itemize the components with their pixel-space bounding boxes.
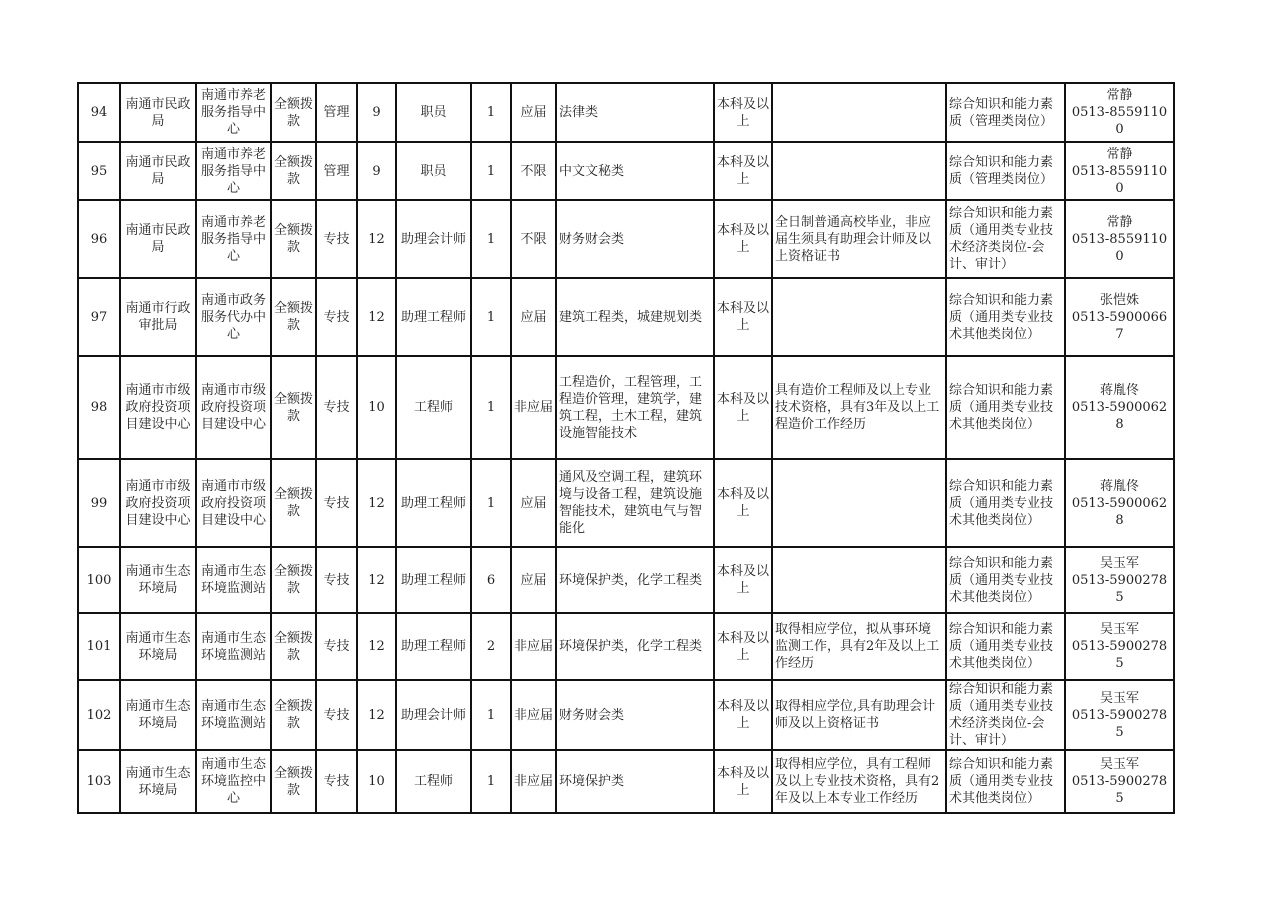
cell-level: 12: [357, 459, 396, 547]
cell-position: 职员: [396, 83, 471, 142]
cell-exam: 综合知识和能力素质（通用类专业技术其他类岗位）: [946, 278, 1065, 356]
table-row: [78, 613, 1174, 680]
cell-unit: 南通市生态环境监控中心: [196, 750, 271, 813]
cell-count: 1: [471, 459, 511, 547]
cell-contact: [1065, 613, 1174, 680]
contact-name: 张恺姝: [1099, 292, 1139, 308]
cell-other: [772, 278, 946, 356]
cell-exam: 综合知识和能力素质（通用类专业技术其他类岗位）: [946, 750, 1065, 813]
table-row: [78, 750, 1174, 813]
contact-phone: 0513-59000628: [1071, 400, 1168, 432]
cell-position: 职员: [396, 142, 471, 200]
cell-level: 9: [357, 142, 396, 200]
cell-funding: 全额拨款: [271, 356, 316, 459]
cell-position: 助理工程师: [396, 278, 471, 356]
cell-unit: 南通市生态环境监测站: [196, 613, 271, 680]
cell-position: 助理会计师: [396, 200, 471, 278]
cell-position: 工程师: [396, 750, 471, 813]
cell-funding: 全额拨款: [271, 278, 316, 356]
cell-education: 本科及以上: [714, 459, 772, 547]
cell-education: 本科及以上: [714, 356, 772, 459]
cell-funding: 全额拨款: [271, 680, 316, 750]
cell-level: 12: [357, 680, 396, 750]
cell-unit: 南通市养老服务指导中心: [196, 83, 271, 142]
cell-exam: 综合知识和能力素质（通用类专业技术其他类岗位）: [946, 356, 1065, 459]
cell-other: 具有造价工程师及以上专业技术资格，具有3年及以上工程造价工作经历: [772, 356, 946, 459]
cell-level: 12: [357, 278, 396, 356]
cell-level: 9: [357, 83, 396, 142]
cell-count: 2: [471, 613, 511, 680]
cell-unit: 南通市养老服务指导中心: [196, 142, 271, 200]
cell-count: 6: [471, 547, 511, 613]
cell-count: 1: [471, 83, 511, 142]
cell-other: 全日制普通高校毕业，非应届生须具有助理会计师及以上资格证书: [772, 200, 946, 278]
cell-contact: [1065, 750, 1174, 813]
cell-major: 法律类: [556, 83, 714, 142]
contact-phone: 0513-59002785: [1071, 639, 1168, 671]
cell-unit: 南通市养老服务指导中心: [196, 200, 271, 278]
cell-target: 不限: [511, 142, 556, 200]
cell-target: 非应届: [511, 356, 556, 459]
table-row: [78, 83, 1174, 142]
cell-no: 96: [78, 200, 120, 278]
cell-education: 本科及以上: [714, 750, 772, 813]
cell-level: 10: [357, 356, 396, 459]
recruitment-table: [77, 82, 1175, 814]
cell-major: 中文文秘类: [556, 142, 714, 200]
cell-dept: 南通市生态环境局: [120, 680, 196, 750]
cell-dept: 南通市民政局: [120, 200, 196, 278]
cell-count: 1: [471, 356, 511, 459]
cell-no: 94: [78, 83, 120, 142]
cell-exam: 综合知识和能力素质（通用类专业技术经济类岗位-会计、审计）: [946, 200, 1065, 278]
cell-education: 本科及以上: [714, 278, 772, 356]
cell-target: 应届: [511, 459, 556, 547]
cell-unit: 南通市生态环境监测站: [196, 680, 271, 750]
cell-funding: 全额拨款: [271, 83, 316, 142]
cell-type: 管理: [316, 142, 357, 200]
cell-type: 专技: [316, 750, 357, 813]
cell-funding: 全额拨款: [271, 547, 316, 613]
cell-type: 专技: [316, 459, 357, 547]
contact-name: 常静: [1106, 146, 1133, 162]
cell-type: 专技: [316, 278, 357, 356]
contact-name: 吴玉军: [1099, 555, 1139, 571]
cell-education: 本科及以上: [714, 142, 772, 200]
cell-education: 本科及以上: [714, 613, 772, 680]
cell-type: 专技: [316, 547, 357, 613]
cell-dept: 南通市生态环境局: [120, 750, 196, 813]
contact-name: 吴玉军: [1099, 757, 1139, 772]
cell-position: 助理工程师: [396, 613, 471, 680]
cell-position: 工程师: [396, 356, 471, 459]
cell-exam: 综合知识和能力素质（管理类岗位）: [946, 83, 1065, 142]
cell-no: 98: [78, 356, 120, 459]
contact-phone: 0513-59002785: [1071, 707, 1168, 740]
cell-no: 99: [78, 459, 120, 547]
cell-position: 助理会计师: [396, 680, 471, 750]
cell-education: 本科及以上: [714, 547, 772, 613]
cell-type: 专技: [316, 356, 357, 459]
cell-dept: 南通市生态环境局: [120, 547, 196, 613]
cell-unit: 南通市生态环境监测站: [196, 547, 271, 613]
contact-phone: 0513-59002785: [1071, 774, 1168, 806]
cell-other: 取得相应学位，拟从事环境监测工作，具有2年及以上工作经历: [772, 613, 946, 680]
cell-major: 财务财会类: [556, 200, 714, 278]
cell-major: 环境保护类: [556, 750, 714, 813]
cell-other: [772, 83, 946, 142]
cell-position: 助理工程师: [396, 459, 471, 547]
cell-other: [772, 547, 946, 613]
cell-dept: 南通市市级政府投资项目建设中心: [120, 459, 196, 547]
cell-contact: [1065, 356, 1174, 459]
cell-exam: 综合知识和能力素质（通用类专业技术其他类岗位）: [946, 547, 1065, 613]
cell-no: 101: [78, 613, 120, 680]
cell-target: 不限: [511, 200, 556, 278]
cell-education: 本科及以上: [714, 680, 772, 750]
cell-no: 103: [78, 750, 120, 813]
table-row: [78, 547, 1174, 613]
cell-target: 应届: [511, 278, 556, 356]
cell-count: 1: [471, 200, 511, 278]
cell-count: 1: [471, 680, 511, 750]
cell-major: 建筑工程类，城建规划类: [556, 278, 714, 356]
cell-no: 100: [78, 547, 120, 613]
cell-type: 专技: [316, 200, 357, 278]
cell-target: 非应届: [511, 750, 556, 813]
cell-count: 1: [471, 142, 511, 200]
table-row: [78, 142, 1174, 200]
cell-contact: [1065, 278, 1174, 356]
cell-unit: 南通市市级政府投资项目建设中心: [196, 459, 271, 547]
cell-funding: 全额拨款: [271, 750, 316, 813]
table-row: [78, 200, 1174, 278]
contact-name: 吴玉军: [1099, 622, 1139, 637]
cell-major: 环境保护类，化学工程类: [556, 547, 714, 613]
cell-no: 97: [78, 278, 120, 356]
cell-funding: 全额拨款: [271, 142, 316, 200]
contact-phone: 0513-85591100: [1071, 105, 1168, 137]
table-row: [78, 278, 1174, 356]
cell-major: 工程造价，工程管理，工程造价管理，建筑学，建筑工程，土木工程，建筑设施智能技术: [556, 356, 714, 459]
contact-name: 蒋胤佟: [1099, 383, 1139, 398]
cell-no: 102: [78, 680, 120, 750]
cell-level: 12: [357, 547, 396, 613]
contact-phone: 0513-59000667: [1071, 309, 1168, 342]
cell-target: 应届: [511, 547, 556, 613]
cell-target: 应届: [511, 83, 556, 142]
cell-major: 通风及空调工程，建筑环境与设备工程，建筑设施智能技术，建筑电气与智能化: [556, 459, 714, 547]
cell-target: 非应届: [511, 613, 556, 680]
cell-other: [772, 459, 946, 547]
cell-type: 专技: [316, 680, 357, 750]
cell-dept: 南通市民政局: [120, 142, 196, 200]
contact-name: 蒋胤佟: [1099, 478, 1139, 494]
contact-phone: 0513-85591100: [1071, 163, 1168, 196]
cell-dept: 南通市行政审批局: [120, 278, 196, 356]
contact-phone: 0513-59002785: [1071, 572, 1168, 605]
cell-dept: 南通市市级政府投资项目建设中心: [120, 356, 196, 459]
table-row: [78, 680, 1174, 750]
cell-level: 12: [357, 613, 396, 680]
cell-funding: 全额拨款: [271, 613, 316, 680]
cell-level: 10: [357, 750, 396, 813]
cell-other: 取得相应学位,具有助理会计师及以上资格证书: [772, 680, 946, 750]
cell-count: 1: [471, 750, 511, 813]
cell-type: 管理: [316, 83, 357, 142]
cell-target: 非应届: [511, 680, 556, 750]
cell-major: 财务财会类: [556, 680, 714, 750]
cell-education: 本科及以上: [714, 200, 772, 278]
cell-contact: [1065, 142, 1174, 200]
cell-unit: 南通市市级政府投资项目建设中心: [196, 356, 271, 459]
cell-major: 环境保护类，化学工程类: [556, 613, 714, 680]
table-row: [78, 459, 1174, 547]
cell-dept: 南通市生态环境局: [120, 613, 196, 680]
cell-exam: 综合知识和能力素质（通用类专业技术其他类岗位）: [946, 613, 1065, 680]
cell-other: 取得相应学位，具有工程师及以上专业技术资格，具有2年及以上本专业工作经历: [772, 750, 946, 813]
contact-name: 吴玉军: [1099, 690, 1139, 706]
cell-funding: 全额拨款: [271, 200, 316, 278]
contact-name: 常静: [1106, 214, 1133, 230]
cell-level: 12: [357, 200, 396, 278]
cell-position: 助理工程师: [396, 547, 471, 613]
cell-exam: 综合知识和能力素质（通用类专业技术其他类岗位）: [946, 459, 1065, 547]
cell-contact: [1065, 200, 1174, 278]
cell-contact: [1065, 83, 1174, 142]
cell-other: [772, 142, 946, 200]
contact-name: 常静: [1106, 88, 1133, 103]
cell-contact: [1065, 547, 1174, 613]
contact-phone: 0513-59000628: [1071, 495, 1168, 528]
cell-no: 95: [78, 142, 120, 200]
cell-unit: 南通市政务服务代办中心: [196, 278, 271, 356]
cell-education: 本科及以上: [714, 83, 772, 142]
cell-type: 专技: [316, 613, 357, 680]
cell-contact: [1065, 680, 1174, 750]
cell-funding: 全额拨款: [271, 459, 316, 547]
cell-count: 1: [471, 278, 511, 356]
table-row: [78, 356, 1174, 459]
contact-phone: 0513-85591100: [1071, 231, 1168, 264]
cell-dept: 南通市民政局: [120, 83, 196, 142]
cell-contact: [1065, 459, 1174, 547]
cell-exam: 综合知识和能力素质（通用类专业技术经济类岗位-会计、审计）: [946, 680, 1065, 750]
cell-exam: 综合知识和能力素质（管理类岗位）: [946, 142, 1065, 200]
